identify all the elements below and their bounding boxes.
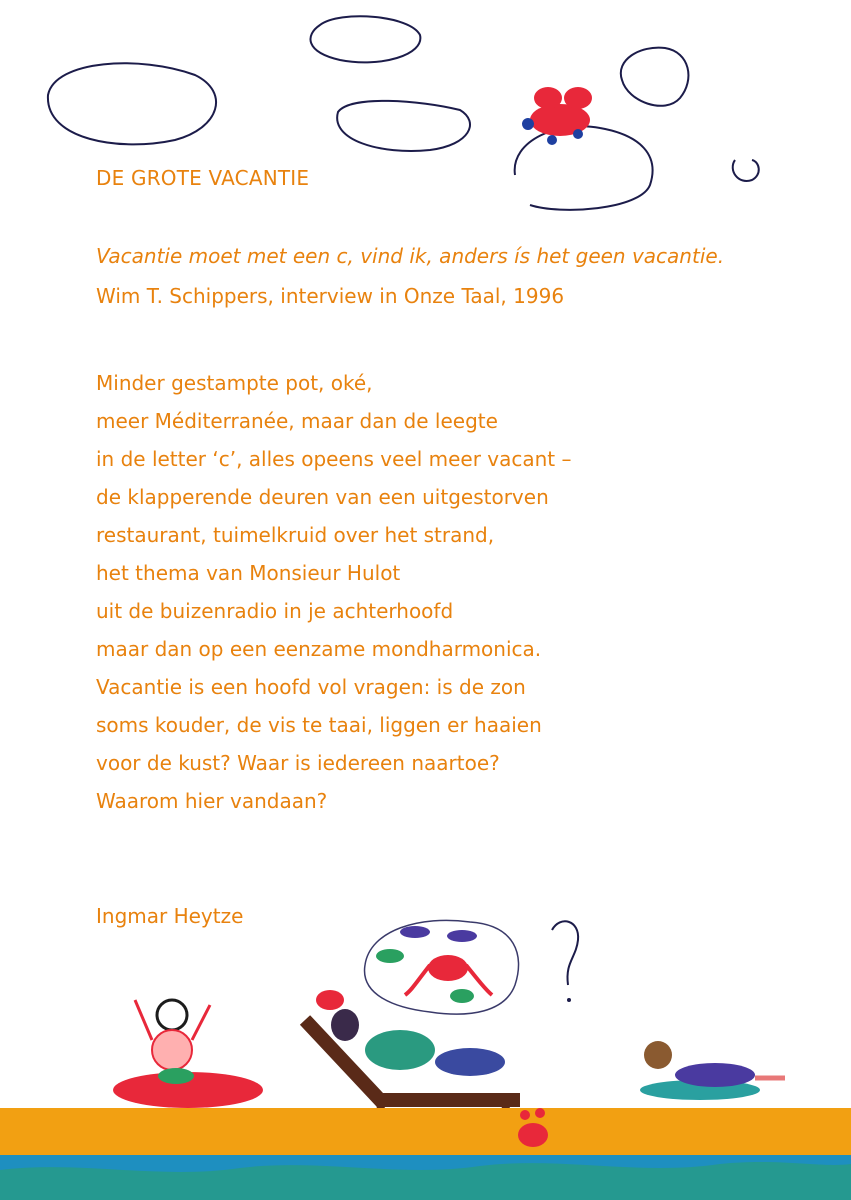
crab-drawing-sky — [522, 87, 592, 145]
poem-body — [96, 364, 572, 820]
epigraph-source: Wim T. Schippers, interview in Onze Taal, 1996 — [96, 284, 565, 308]
cloud-under-crab — [515, 126, 653, 210]
poem-line: uit de buizenradio in je achterhoofd — [96, 599, 454, 623]
girl-on-float — [113, 1000, 263, 1108]
poem-line: het thema van Monsieur Hulot — [96, 561, 401, 585]
poem-line: in de letter ‘c’, alles opeens veel meer vacant – — [96, 447, 572, 471]
cloud-left — [48, 63, 216, 144]
cloud-middle — [337, 101, 470, 151]
poem-line: maar dan op een eenzame mondharmonica. — [96, 637, 542, 661]
cloud-right — [621, 48, 689, 106]
sand — [0, 1108, 851, 1158]
poem-line: meer Méditerranée, maar dan de leegte — [96, 409, 498, 433]
poem-line: voor de kust? Waar is iedereen naartoe? — [96, 751, 500, 775]
fish-purple-2 — [447, 930, 477, 942]
crab-in-bubble — [405, 955, 492, 995]
fish-green-1 — [376, 949, 404, 963]
question-mark — [552, 921, 578, 985]
sky-drawing — [0, 0, 851, 230]
poem-line: Vacantie is een hoofd vol vragen: is de zon — [96, 675, 526, 699]
fish-green-2 — [450, 989, 474, 1003]
epigraph-quote: Vacantie moet met een c, vind ik, anders ís het geen vacantie. — [96, 244, 725, 268]
sea — [0, 1155, 851, 1200]
cloud-top — [310, 16, 420, 62]
thought-bubble — [365, 920, 519, 1014]
woman-on-deckchair — [305, 990, 520, 1150]
poem-line: restaurant, tuimelkruid over het strand, — [96, 523, 495, 547]
poem-line: soms kouder, de vis te taai, liggen er haaien — [96, 713, 542, 737]
poem-title: DE GROTE VACANTIE — [96, 166, 310, 190]
poem-line: de klapperende deuren van een uitgestorven — [96, 485, 549, 509]
girl-lying — [640, 1041, 785, 1100]
poem-line: Minder gestampte pot, oké, — [96, 371, 373, 395]
poem-author: Ingmar Heytze — [96, 904, 244, 928]
small-curl — [733, 160, 759, 181]
crab-on-sand — [518, 1108, 548, 1147]
poem-line: Waarom hier vandaan? — [96, 789, 328, 813]
fish-purple-1 — [400, 926, 430, 938]
